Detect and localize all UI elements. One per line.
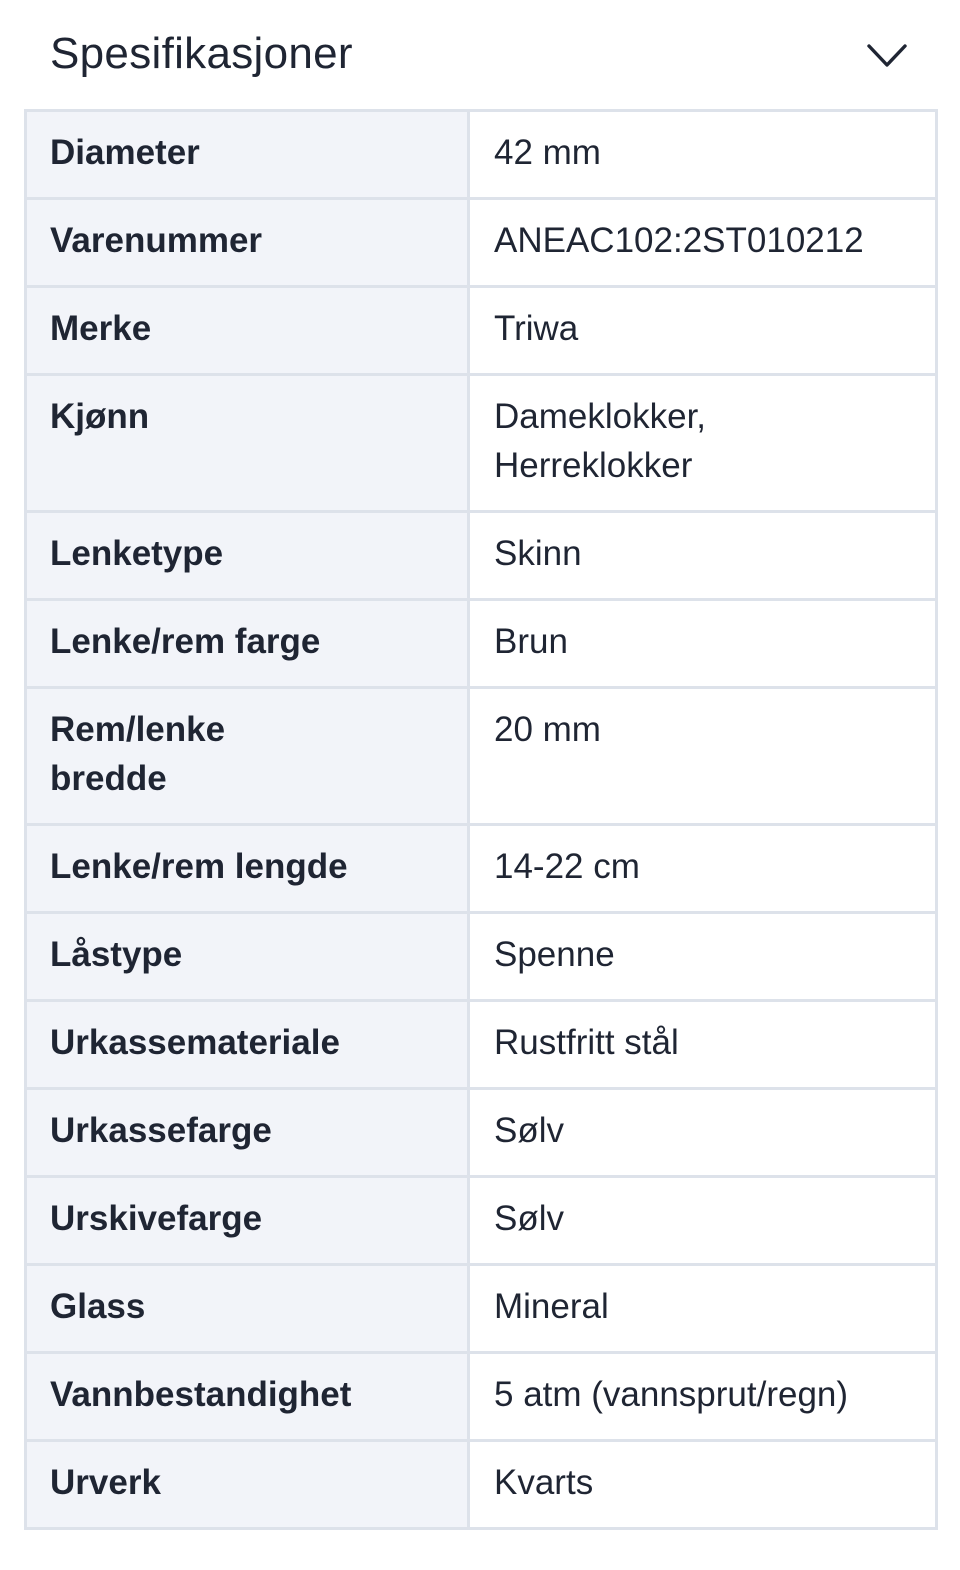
spec-value: Spenne <box>494 935 615 974</box>
spec-row <box>26 375 937 512</box>
spec-label-cell <box>26 111 469 199</box>
spec-label: Lenke/rem lengde <box>50 847 348 886</box>
spec-label: Vannbestandighet <box>50 1375 352 1414</box>
spec-value: Rustfritt stål <box>494 1023 679 1062</box>
specs-title: Spesifikasjoner <box>50 29 353 78</box>
spec-label: Urverk <box>50 1463 161 1502</box>
spec-value-cell <box>469 913 937 1001</box>
spec-value: 5 atm (vannsprut/regn) <box>494 1375 849 1414</box>
spec-row <box>26 1001 937 1089</box>
spec-row <box>26 512 937 600</box>
spec-label-cell <box>26 199 469 287</box>
spec-label-cell <box>26 512 469 600</box>
spec-row <box>26 1441 937 1529</box>
spec-label-cell <box>26 287 469 375</box>
spec-value-cell <box>469 1441 937 1529</box>
spec-label: Lenketype <box>50 534 224 573</box>
chevron-down-icon[interactable] <box>866 40 908 70</box>
spec-value: Brun <box>494 622 568 661</box>
spec-value: Skinn <box>494 534 582 573</box>
spec-value-cell <box>469 287 937 375</box>
spec-value: Kvarts <box>494 1463 594 1502</box>
spec-row <box>26 287 937 375</box>
spec-label-cell <box>26 1265 469 1353</box>
spec-value-cell <box>469 1089 937 1177</box>
spec-label-cell <box>26 1177 469 1265</box>
spec-label: Merke <box>50 309 152 348</box>
spec-row <box>26 111 937 199</box>
spec-label: Rem/lenke bredde <box>50 710 226 798</box>
spec-label-cell <box>26 1001 469 1089</box>
spec-label: Glass <box>50 1287 146 1326</box>
spec-value: Triwa <box>494 309 579 348</box>
spec-value-cell <box>469 688 937 825</box>
spec-label: Låstype <box>50 935 183 974</box>
spec-value: 42 mm <box>494 133 601 172</box>
spec-row <box>26 1265 937 1353</box>
spec-label-cell <box>26 825 469 913</box>
spec-row <box>26 1089 937 1177</box>
specifications-table <box>24 109 938 1530</box>
spec-value-cell <box>469 1177 937 1265</box>
spec-label-cell <box>26 1089 469 1177</box>
spec-value-cell <box>469 111 937 199</box>
spec-label-cell <box>26 600 469 688</box>
spec-value: Dameklokker, Herreklokker <box>494 397 707 485</box>
spec-value: ANEAC102:2ST010212 <box>494 221 864 260</box>
spec-label-cell <box>26 913 469 1001</box>
spec-label: Kjønn <box>50 397 150 436</box>
spec-value: 14-22 cm <box>494 847 640 886</box>
spec-row <box>26 199 937 287</box>
spec-label: Varenummer <box>50 221 263 260</box>
spec-label: Urskivefarge <box>50 1199 263 1238</box>
spec-value-cell <box>469 512 937 600</box>
spec-label: Lenke/rem farge <box>50 622 321 661</box>
spec-row <box>26 1353 937 1441</box>
spec-label: Urkassefarge <box>50 1111 272 1150</box>
spec-label-cell <box>26 375 469 512</box>
spec-label-cell <box>26 1353 469 1441</box>
spec-value: Mineral <box>494 1287 609 1326</box>
spec-label: Diameter <box>50 133 200 172</box>
spec-value-cell <box>469 1001 937 1089</box>
spec-row <box>26 688 937 825</box>
spec-value: Sølv <box>494 1111 564 1150</box>
spec-value-cell <box>469 600 937 688</box>
spec-value-cell <box>469 825 937 913</box>
spec-label: Urkassemateriale <box>50 1023 340 1062</box>
specs-accordion-header[interactable] <box>0 0 960 110</box>
spec-label-cell <box>26 1441 469 1529</box>
spec-row <box>26 1177 937 1265</box>
spec-label-cell <box>26 688 469 825</box>
spec-value: Sølv <box>494 1199 564 1238</box>
spec-value-cell <box>469 375 937 512</box>
spec-row <box>26 825 937 913</box>
spec-value-cell <box>469 199 937 287</box>
spec-value-cell <box>469 1265 937 1353</box>
spec-value-cell <box>469 1353 937 1441</box>
spec-value: 20 mm <box>494 710 601 749</box>
spec-row <box>26 913 937 1001</box>
spec-row <box>26 600 937 688</box>
